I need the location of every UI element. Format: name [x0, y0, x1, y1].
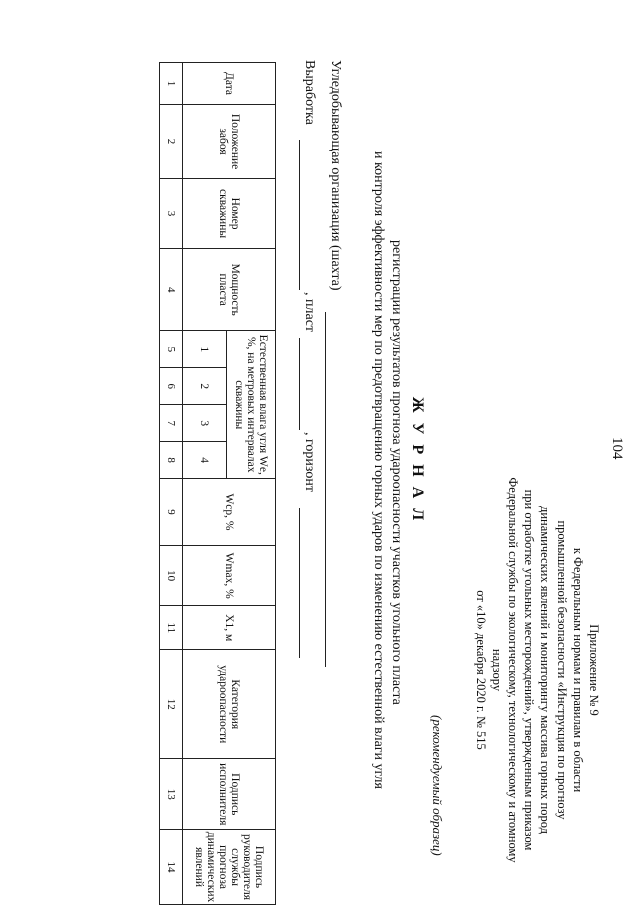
column-number: 10	[160, 545, 183, 606]
appendix-line: Федеральной службы по экологическому, технологическому и атомному надзору	[489, 477, 520, 863]
interval-label: 2	[183, 368, 227, 405]
appendix-line: при отработке угольных месторождений», утвержденным приказом	[522, 489, 537, 851]
recommended-label: (рекомендуемый образец)	[430, 715, 445, 856]
column-number: 7	[160, 405, 183, 442]
appendix-line: к Федеральным нормам и правилам в области	[570, 547, 585, 793]
column-number: 14	[160, 830, 183, 905]
column-number: 8	[160, 442, 183, 479]
header-category: Категория удароопасности	[183, 650, 276, 759]
horizon-line[interactable]	[299, 508, 300, 658]
page-number: 104	[609, 437, 625, 460]
organization-label: Угледобывающая организация (шахта)	[328, 60, 343, 291]
organization-line[interactable]	[325, 312, 326, 667]
header-borehole: Номер скважины	[183, 179, 276, 249]
appendix-line: Приложение № 9	[587, 624, 601, 716]
header-signature-executor: Подпись исполнителя	[183, 759, 276, 830]
column-number: 13	[160, 759, 183, 830]
journal-subtitle-1: регистрации результатов прогноза удароопасности участков угольного пласта	[389, 240, 404, 705]
column-number: 5	[160, 331, 183, 368]
interval-label: 4	[183, 442, 227, 479]
header-moisture-group: Естественная влага угля Wе, %, на метровых интервалах скважины	[227, 331, 276, 479]
header-date: Дата	[183, 63, 276, 105]
column-number: 1	[160, 63, 183, 105]
seam-line[interactable]	[299, 338, 300, 430]
column-number: 4	[160, 249, 183, 331]
working-line[interactable]	[299, 140, 300, 290]
interval-label: 3	[183, 405, 227, 442]
column-number: 11	[160, 606, 183, 650]
appendix-line: промышленной безопасности «Инструкция по прогнозу	[554, 520, 569, 820]
journal-title: Ж У Р Н А Л	[409, 396, 426, 524]
header-face-position: Положение забоя	[183, 105, 276, 179]
journal-subtitle-2: и контроля эффективности мер по предотвращению горных ударов по изменению естественной влаги угля	[371, 151, 386, 789]
appendix-line: динамических явлений и мониторингу массива горных пород	[538, 505, 553, 834]
interval-label: 1	[183, 331, 227, 368]
working-label: Выработка	[302, 60, 317, 125]
column-number: 6	[160, 368, 183, 405]
horizon-label: , горизонт	[302, 432, 317, 492]
appendix-line: от «10» декабря 2020 г. № 515	[473, 590, 488, 750]
header-w-max: Wmax, %	[183, 545, 276, 606]
appendix-block	[472, 460, 602, 880]
header-x1: X1, м	[183, 606, 276, 650]
journal-table	[159, 62, 276, 905]
seam-label: , пласт	[302, 292, 317, 333]
column-number: 3	[160, 179, 183, 249]
header-signature-head: Подпись руководителя службы прогноза динамических явлений	[183, 830, 276, 905]
column-number: 2	[160, 105, 183, 179]
column-number: 9	[160, 479, 183, 546]
header-seam-thickness: Мощность пласта	[183, 249, 276, 331]
column-number: 12	[160, 650, 183, 759]
header-w-avg: Wср, %	[183, 479, 276, 546]
